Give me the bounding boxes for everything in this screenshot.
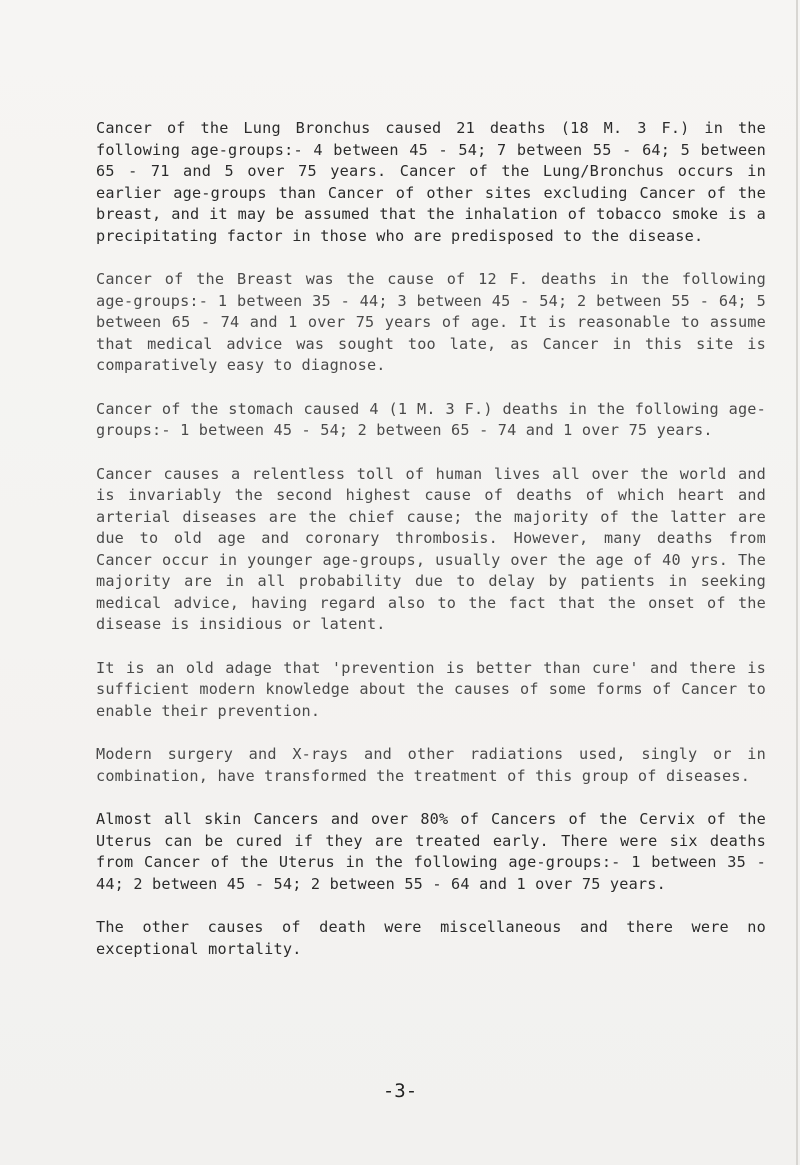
paragraph-other-causes: The other causes of death were miscellaneous and there were no exceptional mortality. bbox=[96, 918, 766, 958]
document-body bbox=[96, 118, 766, 982]
paragraph-treatment: Modern surgery and X-rays and other radiations used, singly or in combination, have transformed the treatment of this group of diseases. bbox=[96, 745, 766, 785]
paragraph-breast-cancer: Cancer of the Breast was the cause of 12 F. deaths in the following age-groups:- 1 between 35 - 44; 3 between 45 - 54; 2 between 55 - 64; 5 between 65 - 74 and 1 over 75 years of age. It is reasonable to assume that medical advice was sought too late, as Cancer in this site is comparatively easy to diagnose. bbox=[96, 270, 766, 374]
page-number: -3- bbox=[382, 1080, 418, 1102]
paragraph-uterus-cancer: Almost all skin Cancers and over 80% of Cancers of the Cervix of the Uterus can be cured if they are treated early. There were six deaths from Cancer of the Uterus in the following age-groups:- 1 between 35 - 44; 2 between 45 - 54; 2 between 55 - 64 and 1 over 75 years. bbox=[96, 810, 766, 893]
paragraph-cancer-toll: Cancer causes a relentless toll of human lives all over the world and is invariably the second highest cause of deaths of which heart and arterial diseases are the chief cause; the majority of the latter are due to old age and coronary thrombosis. However, many deaths from Cancer occur in younger age-groups, usually over the age of 40 yrs. The majority are in all probability due to delay by patients in seeking medical advice, having regard also to the fact that the onset of the disease is insidious or latent. bbox=[96, 464, 766, 633]
page-edge bbox=[796, 0, 798, 1165]
paragraph-prevention: It is an old adage that 'prevention is better than cure' and there is sufficient modern knowledge about the causes of some forms of Cancer to enable their prevention. bbox=[96, 658, 766, 720]
paragraph-lung-cancer: Cancer of the Lung Bronchus caused 21 deaths (18 M. 3 F.) in the following age-groups:- 4 between 45 - 54; 7 between 55 - 64; 5 between 65 - 71 and 5 over 75 years. Cancer of the Lung/Bronchus occurs in earlier age-groups than Cancer of other sites excluding Cancer of the breast, and it may be assumed that the inhalation of tobacco smoke is a precipitating factor in those who are predisposed to the disease. bbox=[96, 119, 766, 245]
paragraph-stomach-cancer: Cancer of the stomach caused 4 (1 M. 3 F.) deaths in the following age-groups:- 1 between 45 - 54; 2 between 65 - 74 and 1 over 75 years. bbox=[96, 399, 766, 439]
